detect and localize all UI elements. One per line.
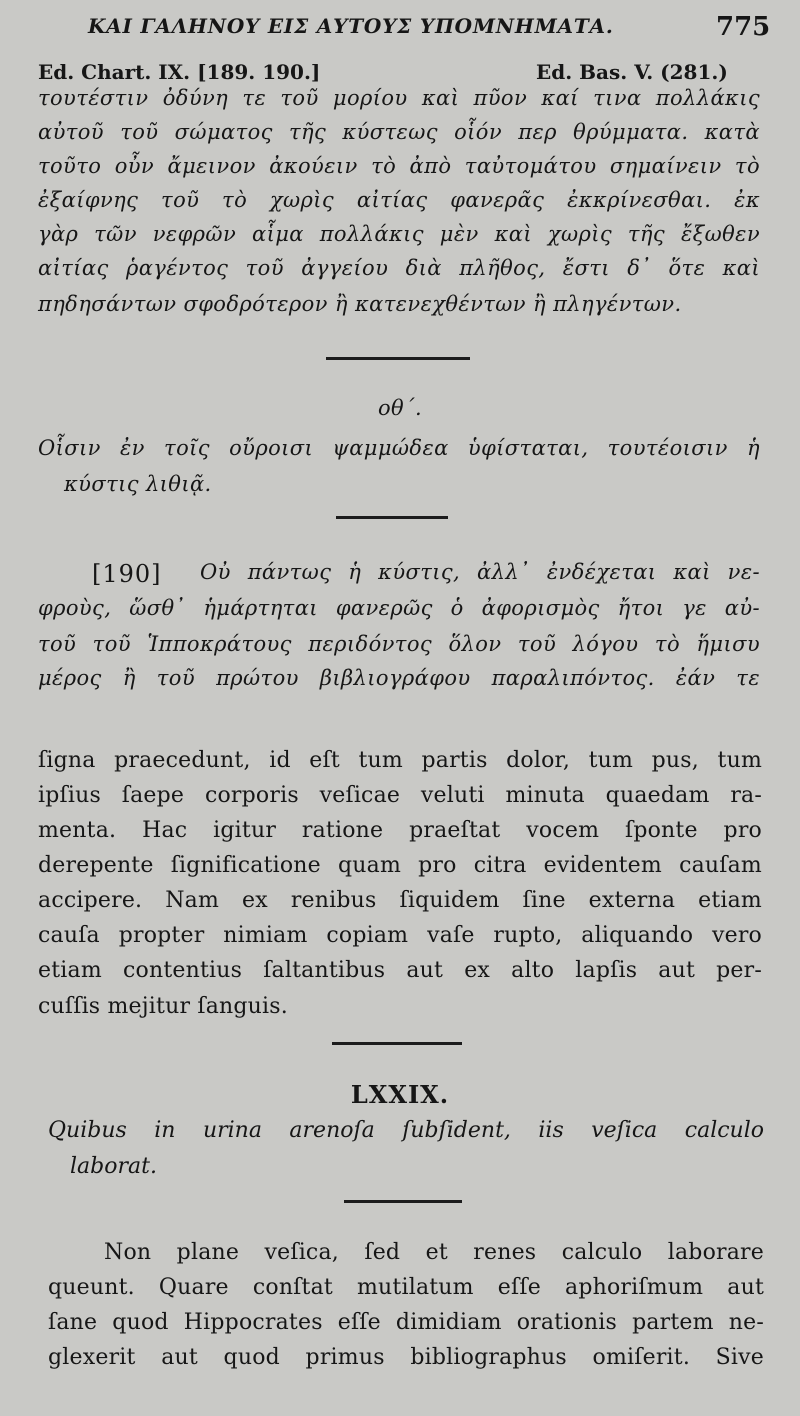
greek-commentary-line: γὰρ τῶν νεφρῶν αἷμα πολλάκις μὲν καὶ χωρὶς τῆς ἔξωθεν (38, 222, 760, 246)
greek-commentary-line: ἐξαίφνης τοῦ τὸ χωρὶς αἰτίας φανερᾶς ἐκκρίνεσθαι. ἐκ (38, 188, 760, 212)
greek-aphorism-line: Οἷσιν ἐν τοῖς οὔροισι ψαμμώδεα ὑφίσταται, τουτέοισιν ἡ (38, 436, 760, 460)
latin-commentary-line: ſigna praecedunt, id eſt tum partis dolor, tum pus, tum (38, 748, 762, 773)
page-number: 775 (716, 12, 771, 42)
greek-commentary-line: μέρος ἢ τοῦ πρώτου βιβλιογράφου παραλιπόντος. ἐάν τε (38, 666, 760, 690)
latin-aphorism-line: laborat. (70, 1154, 157, 1179)
section-divider (332, 1042, 462, 1045)
edition-chartier-ref: Ed. Chart. IX. [189. 190.] (38, 60, 321, 84)
greek-commentary-line: αἰτίας ῥαγέντος τοῦ ἀγγείου διὰ πλῆθος, ἔστι δ᾽ ὅτε καὶ (38, 256, 760, 280)
latin-commentary-line: accipere. Nam ex renibus ſiquidem ſine externa etiam (38, 888, 762, 913)
greek-commentary-line: τοῦτο οὖν ἄμεινον ἀκούειν τὸ ἀπὸ ταὐτομάτου σημαίνειν τὸ (38, 154, 760, 178)
greek-commentary-line: Οὐ πάντως ἡ κύστις, ἀλλ᾽ ἐνδέχεται καὶ νε- (200, 560, 760, 584)
greek-commentary-line: τουτέστιν ὀδύνη τε τοῦ μορίου καὶ πῦον καί τινα πολλάκις (38, 86, 760, 110)
latin-aphorism-line: Quibus in urina arenoſa ſubſident, iis veſica calculo (48, 1118, 764, 1143)
section-divider (344, 1200, 462, 1203)
latin-commentary-line: Non plane veſica, ſed et renes calculo laborare (104, 1240, 764, 1265)
running-title: ΚΑΙ ΓΑΛΗΝΟΥ ΕΙΣ ΑΥΤΟΥΣ ΥΠΟΜΝΗΜΑΤΑ. (88, 14, 614, 38)
section-divider (336, 516, 448, 519)
latin-commentary-line: queunt. Quare conſtat mutilatum eſſe aphoriſmum aut (48, 1275, 764, 1300)
greek-commentary-line: φροὺς, ὥσθ᾽ ἡμάρτηται φανερῶς ὁ ἀφορισμὸς ἤτοι γε αὐ- (38, 596, 760, 620)
greek-commentary-line: πηδησάντων σφοδρότερον ἢ κατενεχθέντων ἢ πληγέντων. (38, 292, 682, 316)
edition-basel-ref: Ed. Bas. V. (281.) (536, 60, 728, 84)
latin-commentary-line: derepente ſignificatione quam pro citra evidentem cauſam (38, 853, 762, 878)
greek-commentary-line: αὐτοῦ τοῦ σώματος τῆς κύστεως οἷόν περ θρύμματα. κατὰ (38, 120, 760, 144)
greek-aphorism-line: κύστις λιθιᾷ. (64, 472, 212, 496)
section-divider (326, 357, 470, 360)
latin-commentary-line: glexerit aut quod primus bibliographus omiſerit. Sive (48, 1345, 764, 1370)
latin-commentary-line: menta. Hac igitur ratione praeſtat vocem ſponte pro (38, 818, 762, 843)
latin-commentary-line: etiam contentius ſaltantibus aut ex alto lapſis aut per- (38, 958, 762, 983)
latin-commentary-line: ſane quod Hippocrates eſſe dimidiam orationis partem ne- (48, 1310, 764, 1335)
latin-commentary-line: cauſa propter nimiam copiam vaſe rupto, aliquando vero (38, 923, 762, 948)
greek-commentary-line: τοῦ τοῦ Ἱπποκράτους περιδόντος ὅλον τοῦ λόγου τὸ ἥμισυ (38, 632, 760, 656)
latin-commentary-line: ipſius ſaepe corporis veſicae veluti minuta quaedam ra- (38, 783, 762, 808)
latin-commentary-line: cuſſis mejitur ſanguis. (38, 994, 288, 1019)
greek-aphorism-number: οθ΄. (377, 396, 423, 420)
page-marker: [190] (92, 560, 162, 588)
latin-aphorism-number: LXXIX. (350, 1080, 450, 1109)
